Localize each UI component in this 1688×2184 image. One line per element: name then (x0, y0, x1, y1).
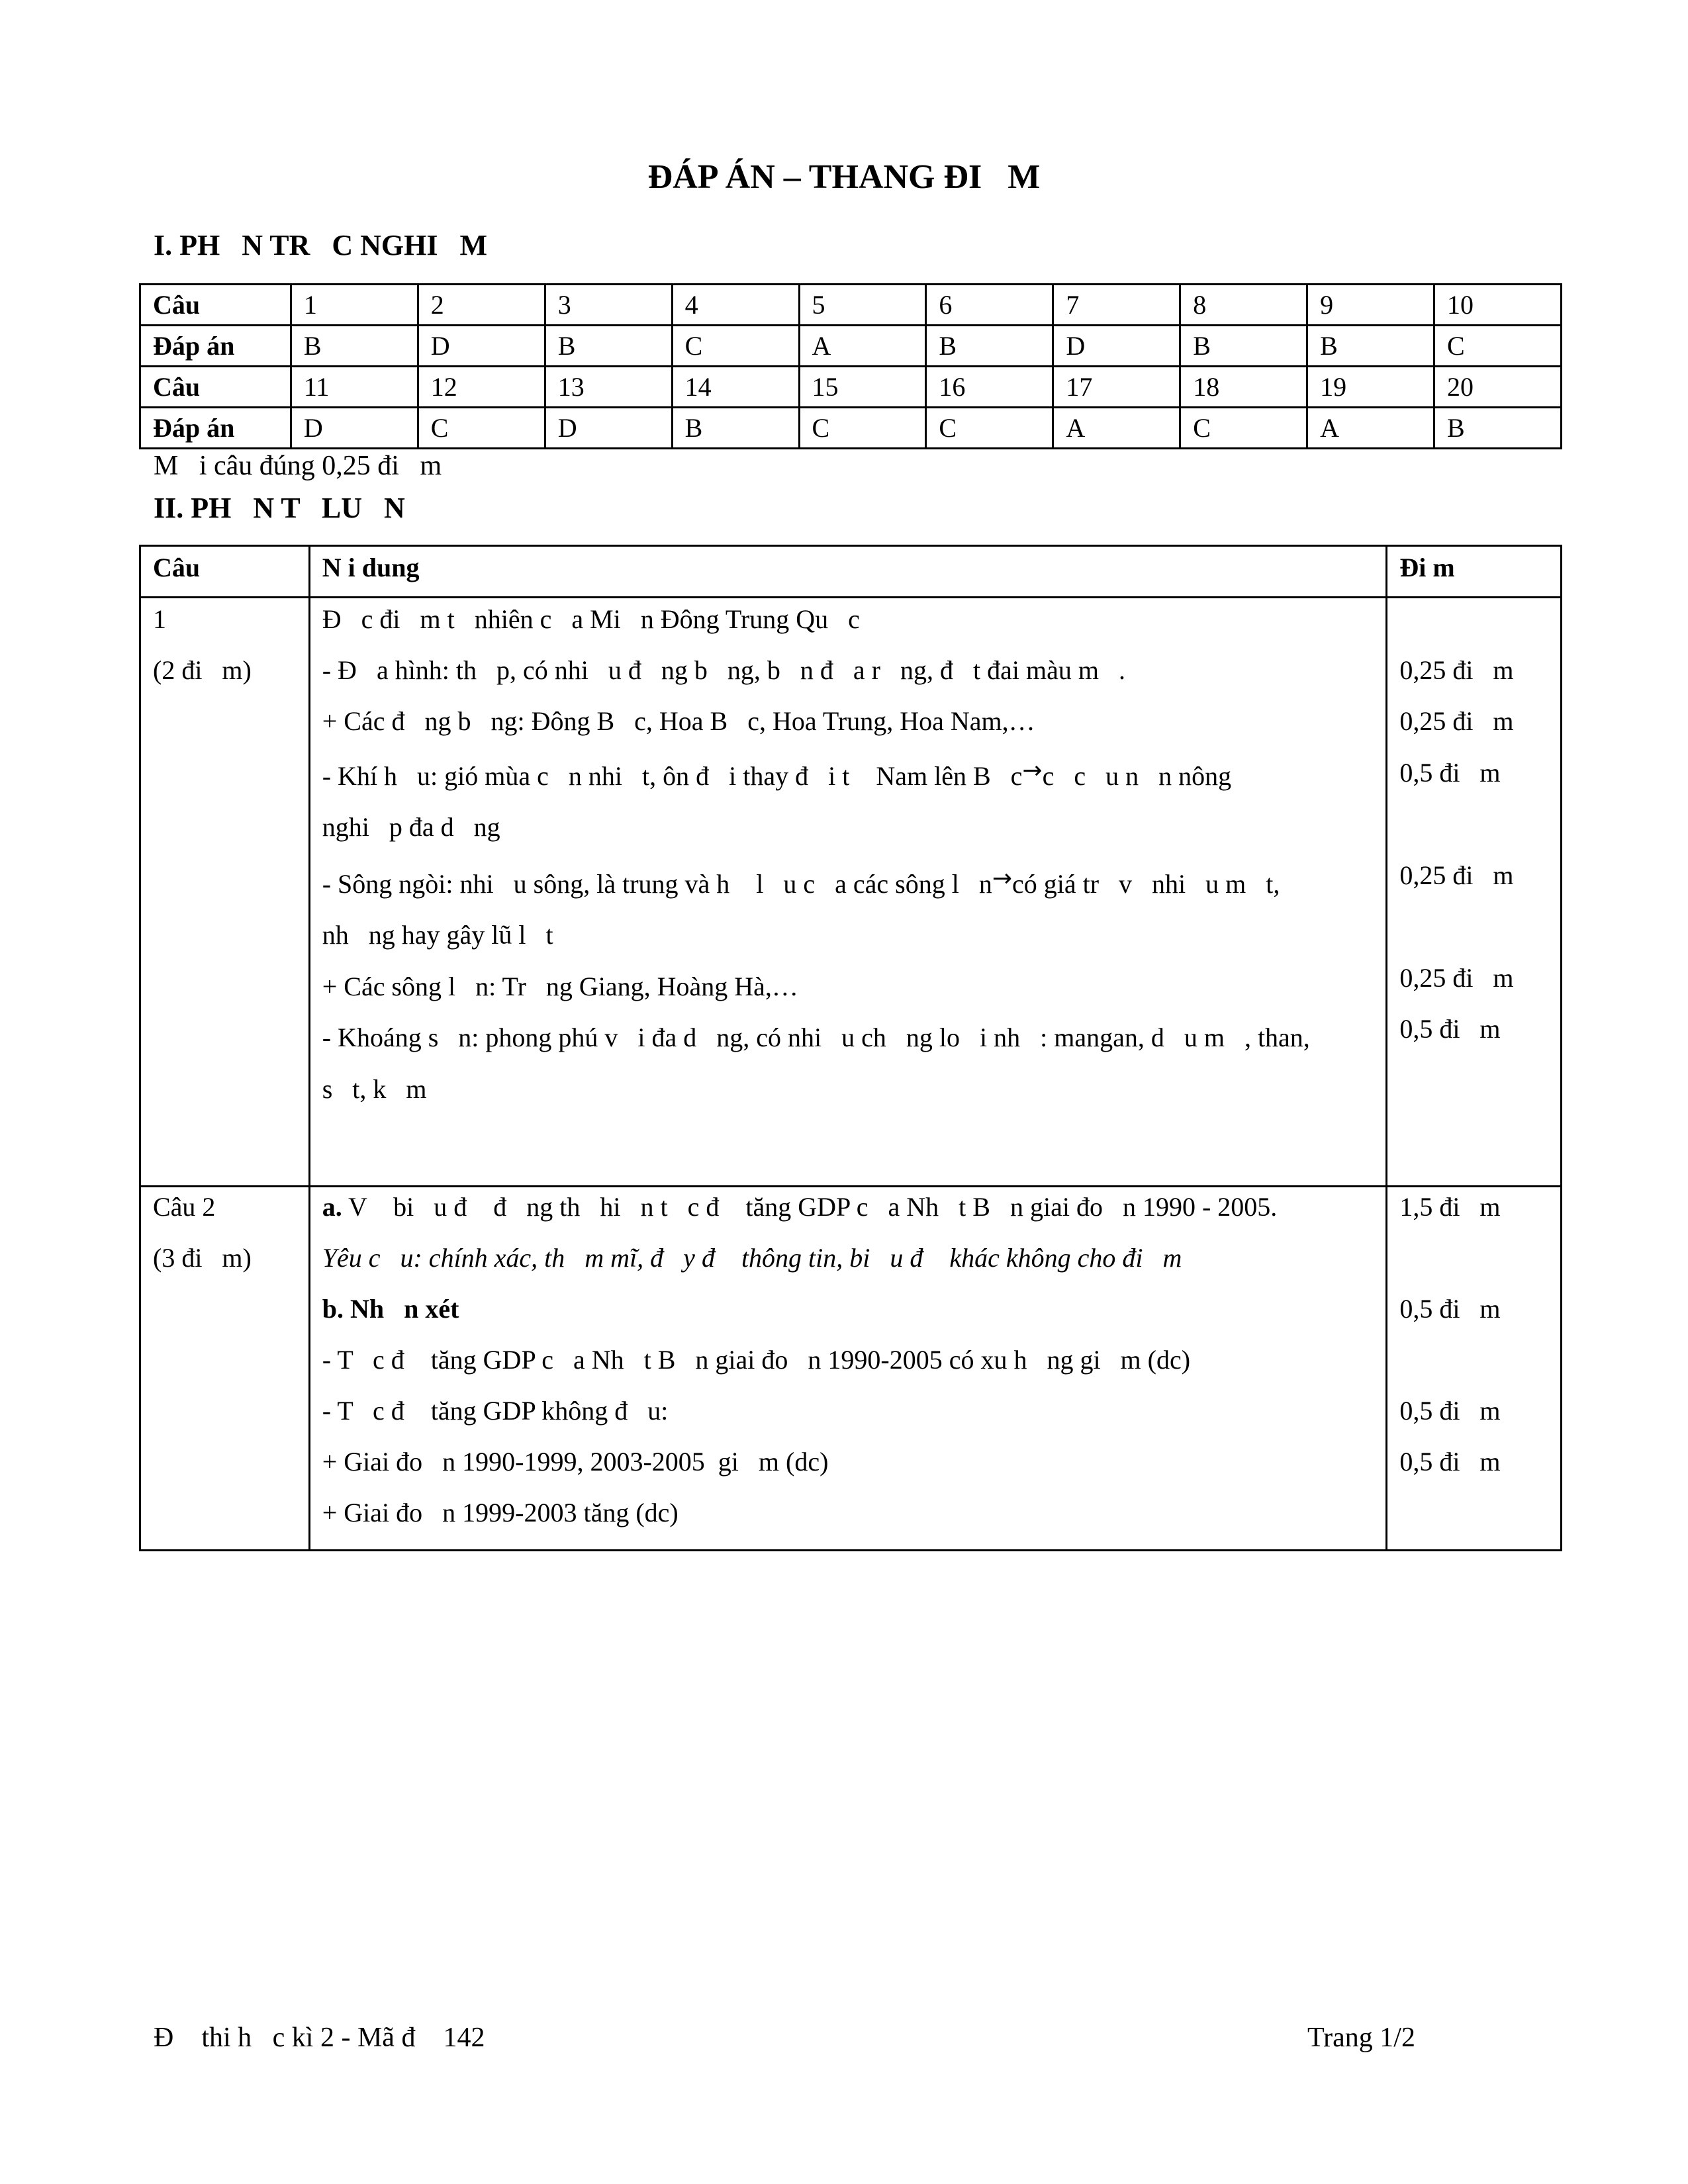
answer-cell: A (799, 326, 926, 367)
answer-row (140, 285, 1562, 326)
answer-cell: C (1180, 408, 1307, 449)
answer-cell: 4 (672, 285, 799, 326)
q2-part-b-title: b. Nh n xét (322, 1294, 459, 1324)
q1-score-cell (1387, 598, 1562, 1187)
answer-cell: C (1434, 326, 1562, 367)
answer-cell: D (418, 326, 545, 367)
q2-label-cell (140, 1187, 310, 1551)
q1-points: (2 đi m) (153, 655, 252, 685)
answer-cell: D (1053, 326, 1180, 367)
section-2-title: II. PH N T LU N (154, 492, 405, 524)
q2-part-a-prefix: a. (322, 1192, 342, 1222)
answer-table (139, 283, 1562, 449)
q1-line: s t, k m (322, 1074, 427, 1104)
q1-line: - Khoáng s n: phong phú v i đa d ng, có nhi u ch ng lo i nh : mangan, d u m , than, (322, 1023, 1310, 1052)
q2-score-cell (1387, 1187, 1562, 1551)
header-score: Đi m (1387, 546, 1562, 598)
answer-cell: 10 (1434, 285, 1562, 326)
q2-line: - T c đ tăng GDP c a Nh t B n giai đo n 1990-2005 có xu h ng gi m (dc) (322, 1345, 1191, 1375)
q1-score: 0,25 đi m (1399, 963, 1514, 993)
answer-cell: C (672, 326, 799, 367)
footer-page-number: Trang 1/2 (1307, 2023, 1415, 2053)
footer-exam-code: Đ thi h c kì 2 - Mã đ 142 (154, 2023, 485, 2053)
header-question: Câu (140, 546, 310, 598)
answer-cell: 3 (545, 285, 672, 326)
q1-score: 0,5 đi m (1399, 758, 1501, 788)
answer-row (140, 326, 1562, 367)
answer-cell: 5 (799, 285, 926, 326)
q2-label: Câu 2 (153, 1192, 216, 1222)
answer-cell: D (545, 408, 672, 449)
q1-score: 0,25 đi m (1399, 706, 1514, 736)
q1-line-wrap (322, 757, 1232, 792)
q2-points: (3 đi m) (153, 1243, 252, 1273)
answer-cell: 6 (926, 285, 1053, 326)
answer-cell: A (1053, 408, 1180, 449)
answer-cell: 19 (1307, 367, 1434, 408)
answer-row (140, 408, 1562, 449)
arrow-right-icon: → (1022, 757, 1043, 784)
answer-cell: 14 (672, 367, 799, 408)
answer-cell: C (926, 408, 1053, 449)
q1-score: 0,25 đi m (1399, 655, 1514, 685)
q2-requirement: Yêu c u: chính xác, th m mĩ, đ y đ thông tin, bi u đ khác không cho đi m (322, 1243, 1182, 1273)
q2-score: 0,5 đi m (1399, 1294, 1501, 1324)
q2-score: 0,5 đi m (1399, 1396, 1501, 1426)
q2-content-cell (309, 1187, 1387, 1551)
answer-cell: 9 (1307, 285, 1434, 326)
essay-header-row (140, 546, 1562, 598)
answer-cell: 2 (418, 285, 545, 326)
answer-cell: C (418, 408, 545, 449)
essay-row-q2 (140, 1187, 1562, 1551)
q2-line: + Giai đo n 1999-2003 tăng (dc) (322, 1498, 679, 1527)
q1-line: c c u n n nông (1042, 761, 1232, 791)
answer-cell: 17 (1053, 367, 1180, 408)
essay-table (139, 545, 1562, 1551)
arrow-right-icon: → (992, 865, 1012, 892)
q1-label: 1 (153, 604, 166, 634)
answer-cell: B (1307, 326, 1434, 367)
q1-label-cell (140, 598, 310, 1187)
header-content: N i dung (309, 546, 1387, 598)
answer-cell: 13 (545, 367, 672, 408)
row-label: Đáp án (140, 408, 291, 449)
score-note: M i câu đúng 0,25 đi m (154, 451, 442, 481)
answer-cell: 8 (1180, 285, 1307, 326)
q1-content-cell (309, 598, 1387, 1187)
answer-cell: B (545, 326, 672, 367)
answer-cell: 12 (418, 367, 545, 408)
answer-cell: C (799, 408, 926, 449)
q1-line-wrap (322, 865, 1280, 899)
answer-cell: 15 (799, 367, 926, 408)
q1-line: - Sông ngòi: nhi u sông, là trung và h l u c a các sông l n (322, 869, 992, 899)
answer-cell: B (672, 408, 799, 449)
row-label: Câu (140, 367, 291, 408)
q1-line: nh ng hay gây lũ l t (322, 920, 553, 950)
essay-row-q1 (140, 598, 1562, 1187)
answer-row (140, 367, 1562, 408)
answer-cell: D (291, 408, 418, 449)
answer-cell: A (1307, 408, 1434, 449)
q1-line: - Đ a hình: th p, có nhi u đ ng b ng, b n đ a r ng, đ t đai màu m . (322, 655, 1125, 685)
q1-line: + Các đ ng b ng: Đông B c, Hoa B c, Hoa Trung, Hoa Nam,… (322, 706, 1035, 736)
q1-line: + Các sông l n: Tr ng Giang, Hoàng Hà,… (322, 972, 798, 1001)
q1-score: 0,25 đi m (1399, 860, 1514, 890)
q1-line: nghi p đa d ng (322, 812, 500, 842)
q1-score: 0,5 đi m (1399, 1014, 1501, 1044)
q2-part-a (322, 1191, 1278, 1222)
answer-cell: B (1434, 408, 1562, 449)
q2-score: 1,5 đi m (1399, 1192, 1501, 1222)
row-label: Đáp án (140, 326, 291, 367)
answer-cell: 1 (291, 285, 418, 326)
q2-line: - T c đ tăng GDP không đ u: (322, 1396, 669, 1426)
page-title: ĐÁP ÁN – THANG ĐI M (647, 158, 1041, 196)
answer-cell: 18 (1180, 367, 1307, 408)
q2-part-a-text: V bi u đ đ ng th hi n t c đ tăng GDP c a Nh t B n giai đo n 1990 - 2005. (342, 1192, 1278, 1222)
section-1-title: I. PH N TR C NGHI M (154, 229, 487, 261)
q1-line: - Khí h u: gió mùa c n nhi t, ôn đ i thay đ i t Nam lên B c (322, 761, 1023, 791)
answer-cell: 20 (1434, 367, 1562, 408)
q1-line: Đ c đi m t nhiên c a Mi n Đông Trung Qu c (322, 604, 860, 634)
answer-cell: 16 (926, 367, 1053, 408)
q1-line: có giá tr v nhi u m t, (1012, 869, 1280, 899)
q2-score: 0,5 đi m (1399, 1447, 1501, 1477)
row-label: Câu (140, 285, 291, 326)
answer-cell: B (291, 326, 418, 367)
answer-cell: 7 (1053, 285, 1180, 326)
answer-cell: B (926, 326, 1053, 367)
answer-cell: 11 (291, 367, 418, 408)
q2-line: + Giai đo n 1990-1999, 2003-2005 gi m (dc) (322, 1447, 829, 1477)
answer-cell: B (1180, 326, 1307, 367)
